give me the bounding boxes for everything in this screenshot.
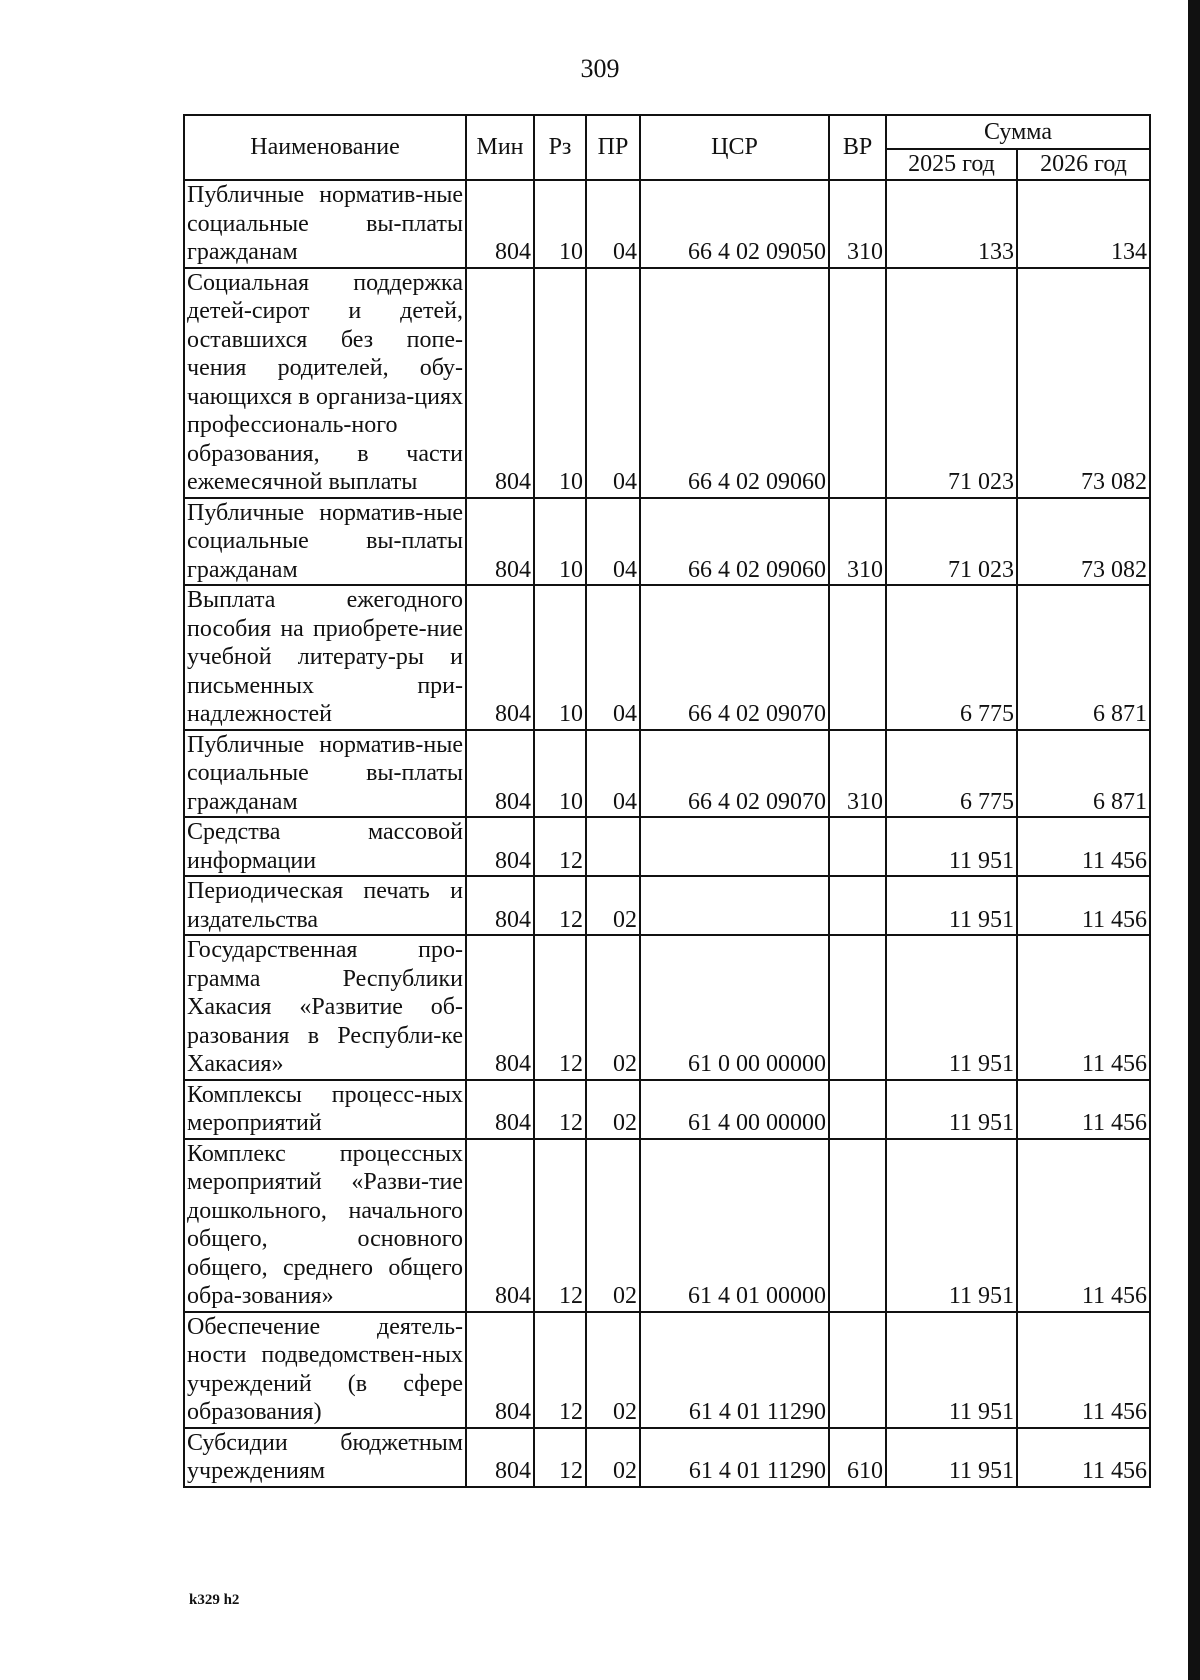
cell-sum-2025: 11 951 — [886, 817, 1017, 876]
cell-sum-2026: 6 871 — [1017, 730, 1150, 818]
table-body — [184, 180, 1150, 1487]
cell-name: Средства массовой информации — [184, 817, 466, 876]
table-row — [184, 180, 1150, 268]
table-row — [184, 1080, 1150, 1139]
cell-rz: 12 — [534, 1080, 586, 1139]
table-row — [184, 498, 1150, 586]
header-rz: Рз — [534, 115, 586, 180]
cell-min: 804 — [466, 1139, 534, 1312]
cell-sum-2026: 134 — [1017, 180, 1150, 268]
cell-min: 804 — [466, 1080, 534, 1139]
cell-sum-2026: 11 456 — [1017, 817, 1150, 876]
cell-rz: 12 — [534, 876, 586, 935]
cell-sum-2026: 6 871 — [1017, 585, 1150, 730]
cell-pr: 04 — [586, 498, 640, 586]
cell-sum-2025: 11 951 — [886, 1312, 1017, 1428]
cell-name: Комплекс процессных мероприятий «Разви-тие дошкольного, начального общего, основного общего, среднего общего обра-зования» — [184, 1139, 466, 1312]
cell-vr — [829, 1080, 886, 1139]
header-name: Наименование — [184, 115, 466, 180]
cell-min: 804 — [466, 180, 534, 268]
cell-rz: 10 — [534, 268, 586, 498]
cell-sum-2026: 11 456 — [1017, 935, 1150, 1080]
cell-vr — [829, 268, 886, 498]
cell-pr: 02 — [586, 876, 640, 935]
cell-rz: 12 — [534, 817, 586, 876]
cell-pr: 04 — [586, 585, 640, 730]
cell-sum-2026: 11 456 — [1017, 1080, 1150, 1139]
cell-min: 804 — [466, 1312, 534, 1428]
cell-sum-2025: 11 951 — [886, 935, 1017, 1080]
cell-pr: 02 — [586, 935, 640, 1080]
cell-name: Субсидии бюджетным учреждениям — [184, 1428, 466, 1487]
cell-sum-2026: 73 082 — [1017, 268, 1150, 498]
cell-csr: 66 4 02 09060 — [640, 498, 829, 586]
cell-sum-2026: 73 082 — [1017, 498, 1150, 586]
cell-sum-2025: 71 023 — [886, 268, 1017, 498]
cell-sum-2025: 6 775 — [886, 585, 1017, 730]
table-row — [184, 1312, 1150, 1428]
header-vr: ВР — [829, 115, 886, 180]
cell-csr: 66 4 02 09070 — [640, 730, 829, 818]
table-row — [184, 1139, 1150, 1312]
cell-csr: 66 4 02 09050 — [640, 180, 829, 268]
cell-min: 804 — [466, 498, 534, 586]
cell-min: 804 — [466, 585, 534, 730]
cell-min: 804 — [466, 817, 534, 876]
table-row — [184, 268, 1150, 498]
cell-rz: 12 — [534, 1139, 586, 1312]
cell-csr: 61 4 01 11290 — [640, 1428, 829, 1487]
table-row — [184, 817, 1150, 876]
cell-rz: 10 — [534, 730, 586, 818]
cell-csr: 61 4 01 00000 — [640, 1139, 829, 1312]
cell-sum-2025: 11 951 — [886, 876, 1017, 935]
cell-min: 804 — [466, 876, 534, 935]
cell-min: 804 — [466, 268, 534, 498]
cell-name: Обеспечение деятель-ности подведомствен-ных учреждений (в сфере образования) — [184, 1312, 466, 1428]
table-row — [184, 935, 1150, 1080]
cell-sum-2025: 133 — [886, 180, 1017, 268]
cell-rz: 12 — [534, 1428, 586, 1487]
cell-sum-2026: 11 456 — [1017, 1428, 1150, 1487]
cell-name: Публичные норматив-ные социальные вы-платы гражданам — [184, 730, 466, 818]
cell-rz: 10 — [534, 585, 586, 730]
footer-code: k329 h2 — [189, 1592, 240, 1608]
header-sum: Сумма — [886, 115, 1150, 149]
cell-name: Комплексы процесс-ных мероприятий — [184, 1080, 466, 1139]
scan-edge — [1188, 0, 1200, 1680]
cell-vr: 610 — [829, 1428, 886, 1487]
cell-vr: 310 — [829, 180, 886, 268]
cell-csr: 61 4 00 00000 — [640, 1080, 829, 1139]
cell-vr — [829, 876, 886, 935]
cell-pr — [586, 817, 640, 876]
cell-name: Публичные норматив-ные социальные вы-платы гражданам — [184, 498, 466, 586]
cell-sum-2026: 11 456 — [1017, 876, 1150, 935]
cell-sum-2025: 71 023 — [886, 498, 1017, 586]
cell-pr: 04 — [586, 180, 640, 268]
header-pr: ПР — [586, 115, 640, 180]
table-row — [184, 1428, 1150, 1487]
budget-table — [183, 114, 1151, 1488]
cell-csr: 61 4 01 11290 — [640, 1312, 829, 1428]
cell-vr — [829, 1139, 886, 1312]
cell-vr — [829, 817, 886, 876]
cell-sum-2026: 11 456 — [1017, 1312, 1150, 1428]
cell-csr: 61 0 00 00000 — [640, 935, 829, 1080]
cell-vr — [829, 1312, 886, 1428]
header-year-2026: 2026 год — [1017, 149, 1150, 180]
cell-min: 804 — [466, 935, 534, 1080]
cell-vr: 310 — [829, 498, 886, 586]
cell-sum-2026: 11 456 — [1017, 1139, 1150, 1312]
cell-sum-2025: 11 951 — [886, 1080, 1017, 1139]
table-row — [184, 730, 1150, 818]
cell-vr: 310 — [829, 730, 886, 818]
page-number: 309 — [580, 54, 620, 83]
cell-name: Публичные норматив-ные социальные вы-платы гражданам — [184, 180, 466, 268]
cell-name: Выплата ежегодного пособия на приобрете-ние учебной литерату-ры и письменных при-надлежностей — [184, 585, 466, 730]
cell-name: Социальная поддержка детей-сирот и детей, оставшихся без попе-чения родителей, обу-чающихся в организа-циях профессиональ-ного образования, в части ежемесячной выплаты — [184, 268, 466, 498]
cell-sum-2025: 11 951 — [886, 1139, 1017, 1312]
header-min: Мин — [466, 115, 534, 180]
cell-vr — [829, 935, 886, 1080]
cell-rz: 10 — [534, 180, 586, 268]
cell-pr: 02 — [586, 1428, 640, 1487]
cell-sum-2025: 6 775 — [886, 730, 1017, 818]
cell-pr: 02 — [586, 1139, 640, 1312]
cell-rz: 12 — [534, 935, 586, 1080]
cell-csr — [640, 876, 829, 935]
header-year-2025: 2025 год — [886, 149, 1017, 180]
cell-pr: 04 — [586, 730, 640, 818]
cell-csr — [640, 817, 829, 876]
cell-csr: 66 4 02 09060 — [640, 268, 829, 498]
cell-pr: 02 — [586, 1080, 640, 1139]
cell-name: Периодическая печать и издательства — [184, 876, 466, 935]
cell-rz: 12 — [534, 1312, 586, 1428]
cell-pr: 02 — [586, 1312, 640, 1428]
table-row — [184, 585, 1150, 730]
cell-min: 804 — [466, 1428, 534, 1487]
cell-sum-2025: 11 951 — [886, 1428, 1017, 1487]
cell-csr: 66 4 02 09070 — [640, 585, 829, 730]
table-row — [184, 876, 1150, 935]
cell-vr — [829, 585, 886, 730]
header-csr: ЦСР — [640, 115, 829, 180]
cell-name: Государственная про-грамма Республики Хакасия «Развитие об-разования в Республи-ке Хакасия» — [184, 935, 466, 1080]
cell-rz: 10 — [534, 498, 586, 586]
cell-min: 804 — [466, 730, 534, 818]
cell-pr: 04 — [586, 268, 640, 498]
